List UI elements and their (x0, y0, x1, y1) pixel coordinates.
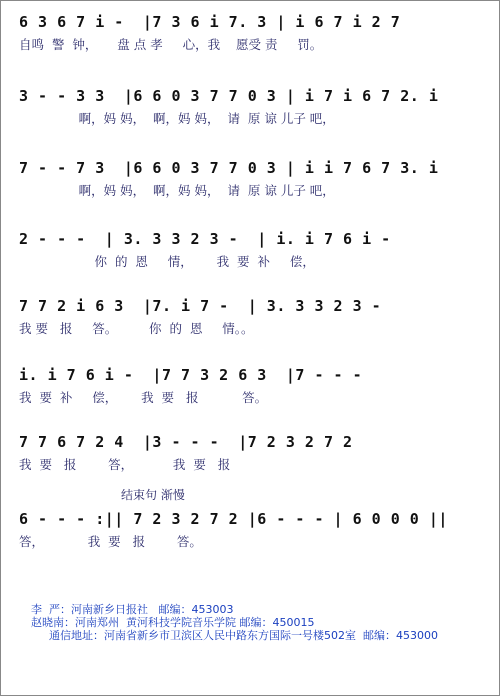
score-line-3 (1, 155, 500, 215)
lyrics-row: 我 要 补 偿， 我 要 报 答。 (19, 390, 268, 405)
notation-row: 7 7 6 7 2 4 |3 - - - |7 2 3 2 7 2 (19, 433, 353, 451)
score-line-2 (1, 83, 500, 143)
lyrics-row: 我 要 报 答， 我 要 报 (19, 457, 231, 472)
score-line-8 (1, 506, 500, 566)
credit-composer: 赵晓南：河南郑州 黄河科技学院音乐学院 邮编：450015 (31, 616, 315, 629)
lyrics-row: 你 的 恩 情， 我 要 补 偿， (19, 254, 315, 269)
lyrics-row: 啊，妈 妈， 啊，妈 妈， 请 原 谅 儿子 吧， (19, 183, 335, 198)
notation-row: 6 - - - :|| 7 2 3 2 7 2 |6 - - - | 6 0 0 0 || (19, 510, 448, 528)
notation-row: 7 - - 7 3 |6 6 0 3 7 7 0 3 | i i 7 6 7 3. i (19, 159, 439, 177)
notation-row: 2 - - - | 3. 3 3 2 3 - | i. i 7 6 i - (19, 230, 391, 248)
score-line-1 (1, 9, 500, 69)
lyrics-row: 我 要 报 答。 你 的 恩 情。。 (19, 321, 254, 336)
credit-lyricist: 李 严：河南新乡日报社 邮编：453003 (31, 603, 234, 616)
mailing-address: 通信地址：河南省新乡市卫滨区人民中路东方国际一号楼502室 邮编：453000 (49, 629, 438, 642)
notation-row: i. i 7 6 i - |7 7 3 2 6 3 |7 - - - (19, 366, 363, 384)
notation-row: 3 - - 3 3 |6 6 0 3 7 7 0 3 | i 7 i 6 7 2. i (19, 87, 439, 105)
score-line-5 (1, 293, 500, 353)
lyrics-row: 答， 我 要 报 答。 (19, 534, 202, 549)
score-line-6 (1, 362, 500, 422)
tempo-marking: 结束句 渐慢 (121, 488, 185, 502)
notation-row: 7 7 2 i 6 3 |7. i 7 - | 3. 3 3 2 3 - (19, 297, 382, 315)
lyrics-row: 啊，妈 妈， 啊，妈 妈， 请 原 谅 儿子 吧， (19, 111, 335, 126)
score-line-4 (1, 226, 500, 286)
lyrics-row: 自鸣 警 钟， 盘 点 孝 心，我 愿受 责 罚。 (19, 37, 323, 52)
credits-footer (31, 603, 491, 642)
notation-row: 6 3 6 7 i - |7 3 6 i 7. 3 | i 6 7 i 2 7 (19, 13, 401, 31)
score-line-7 (1, 429, 500, 489)
